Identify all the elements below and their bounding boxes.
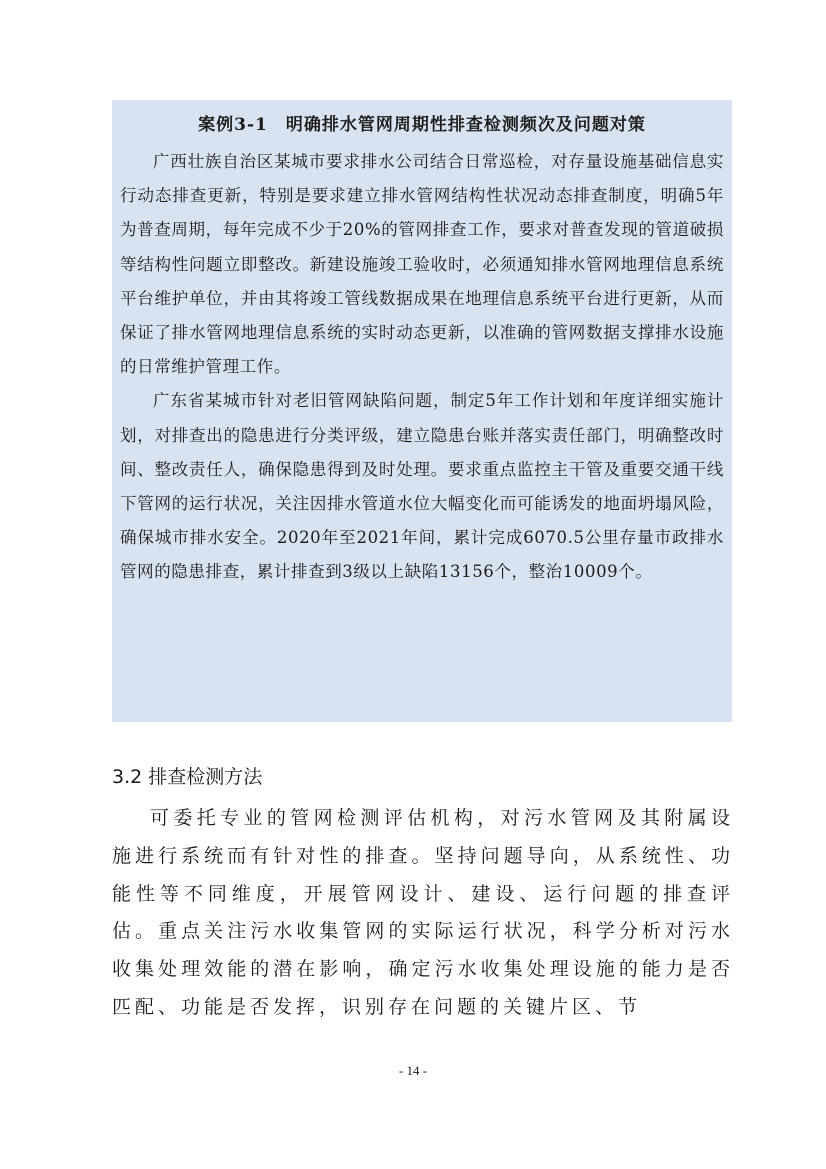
section-body [112,800,734,1027]
case-study-box [112,100,732,722]
section-heading: 3.2 排查检测方法 [112,766,263,788]
page-number: - 14 - [398,1063,428,1078]
case-study-title: 案例3-1 明确排水管网周期性排查检测频次及问题对策 [198,115,646,135]
case-study-paragraph-guangdong: 广东省某城市针对老旧管网缺陷问题，制定5年工作计划和年度详细实施计划，对排查出的隐患进行分类评级，建立隐患台账并落实责任部门，明确整改时间、整改责任人，确保隐患得到及时处理。要求重点监控主干管及重要交通干线下管网的运行状况，关注因排水管道水位大幅变化而可能诱发的地面坍塌风险，确保城市排水安全。2020年至2021年间，累计完成6070.5公里存量市政排水管网的隐患排查，累计排查到3级以上缺陷13156个，整治10009个。 [120,391,724,582]
section-paragraph: 可委托专业的管网检测评估机构，对污水管网及其附属设施进行系统而有针对性的排查。坚持问题导向，从系统性、功能性等不同维度，开展管网设计、建设、运行问题的排查评估。重点关注污水收集管网的实际运行状况，科学分析对污水收集处理效能的潜在影响，确定污水收集处理设施的能力是否匹配、功能是否发挥，识别存在问题的关键片区、节 [112,807,734,1018]
case-study-paragraph-guangxi: 广西壮族自治区某城市要求排水公司结合日常巡检，对存量设施基础信息实行动态排查更新，特别是要求建立排水管网结构性状况动态排查制度，明确5年为普查周期，每年完成不少于20%的管网排查工作，要求对普查发现的管道破损等结构性问题立即整改。新建设施竣工验收时，必须通知排水管网地理信息系统平台维护单位，并由其将竣工管线数据成果在地理信息系统平台进行更新，从而保证了排水管网地理信息系统的实时动态更新，以准确的管网数据支撑排水设施的日常维护管理工作。 [120,152,724,377]
